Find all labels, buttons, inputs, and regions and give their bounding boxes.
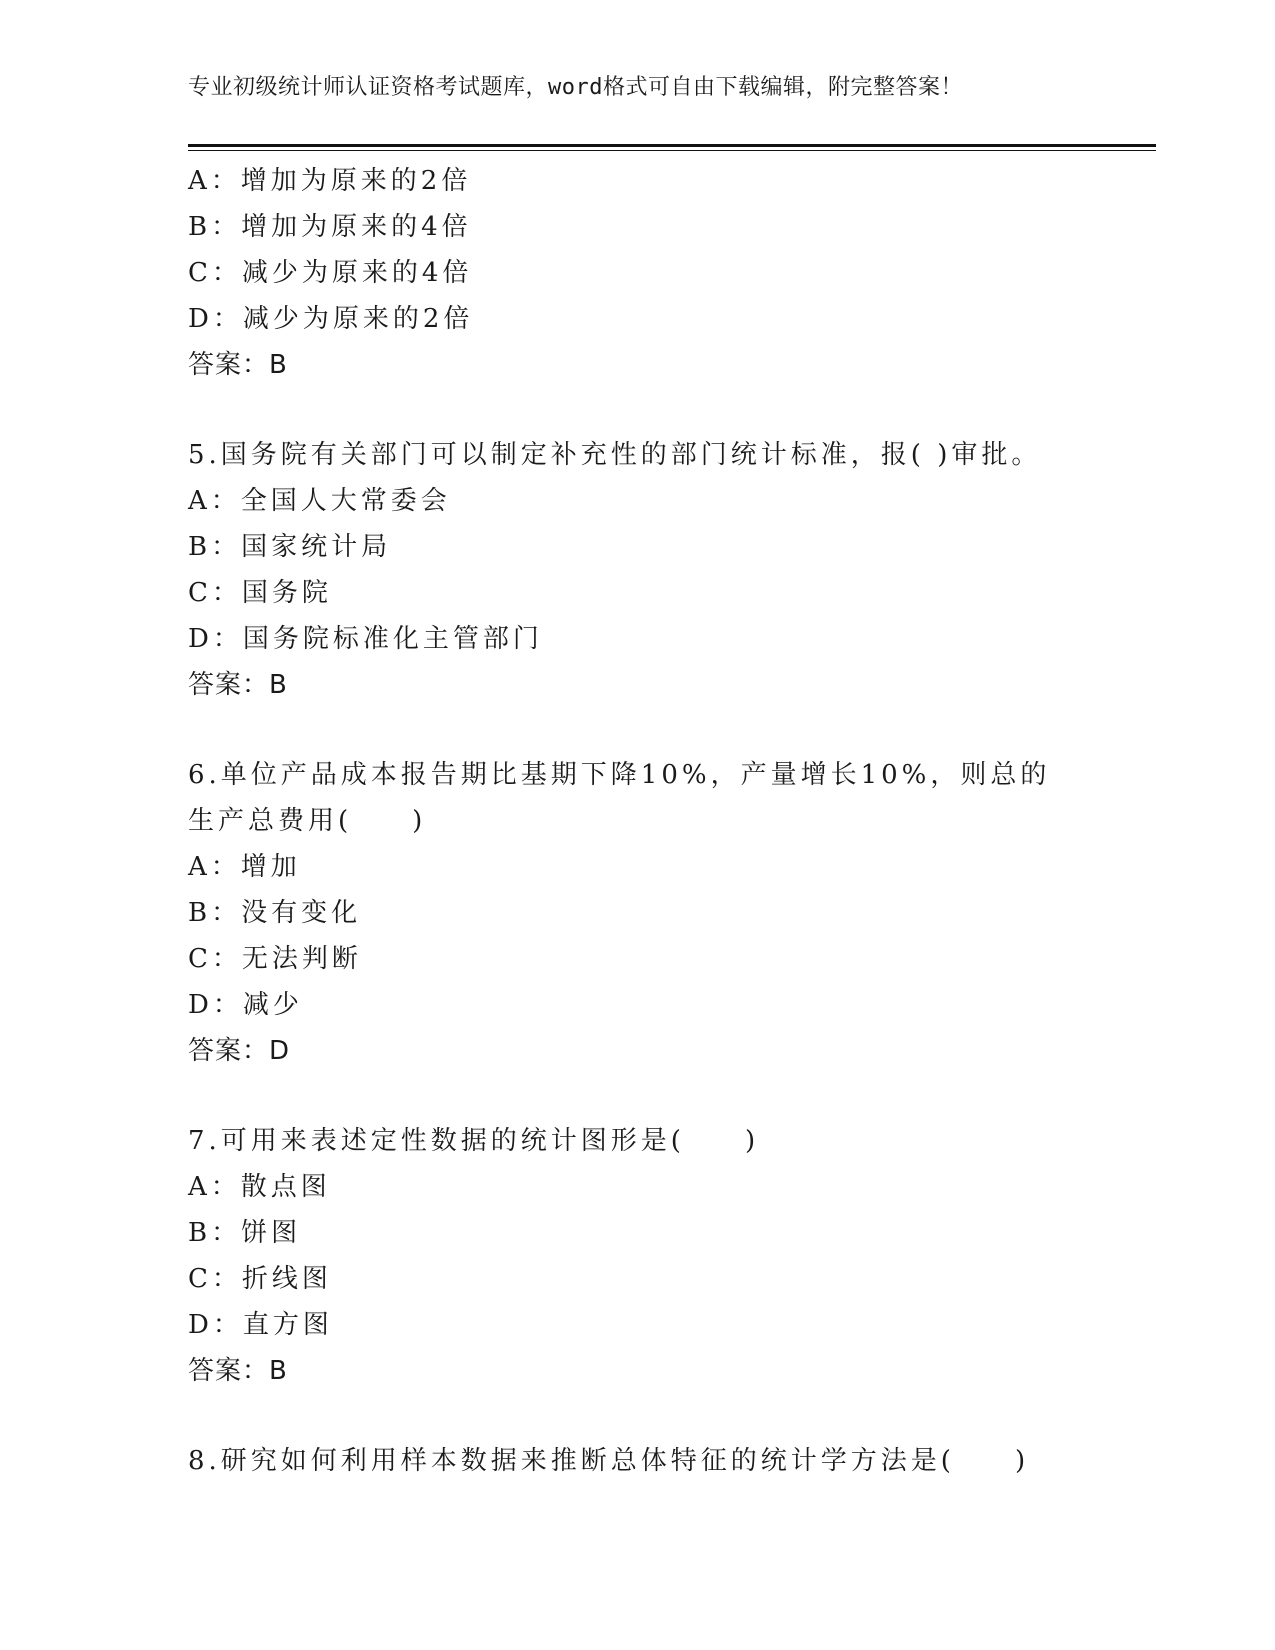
option-b: B：没有变化: [188, 898, 362, 928]
page-header: 专业初级统计师认证资格考试题库，word格式可自由下载编辑，附完整答案！: [188, 75, 963, 100]
option-c: C：折线图: [188, 1264, 332, 1294]
question-block-8: [188, 1438, 1156, 1484]
option-d: D：减少为原来的2倍: [188, 304, 474, 334]
option-d: D：直方图: [188, 1310, 333, 1340]
question-stem: 5.国务院有关部门可以制定补充性的部门统计标准，报( )审批。: [188, 440, 1042, 470]
option-c: C：无法判断: [188, 944, 362, 974]
option-a: A：增加: [188, 852, 301, 882]
question-block-6: [188, 752, 1156, 1074]
question-stem: 6.单位产品成本报告期比基期下降10%，产量增长10%，则总的生产总费用( ): [188, 760, 1051, 836]
option-d: D：国务院标准化主管部门: [188, 624, 543, 654]
option-b: B：增加为原来的4倍: [188, 212, 472, 242]
header-rule-thick: [188, 144, 1156, 147]
answer-line: 答案：D: [188, 1036, 291, 1066]
answer-line: 答案：B: [188, 1356, 288, 1386]
answer-line: 答案：B: [188, 670, 288, 700]
question-stem: 7.可用来表述定性数据的统计图形是( ): [188, 1126, 760, 1156]
option-b: B：饼图: [188, 1218, 302, 1248]
option-d: D：减少: [188, 990, 303, 1020]
question-block-4: [188, 158, 1156, 388]
question-list: [188, 158, 1156, 1484]
option-c: C：国务院: [188, 578, 332, 608]
header-rule-thin: [188, 150, 1156, 151]
question-stem: 8.研究如何利用样本数据来推断总体特征的统计学方法是( ): [188, 1446, 1030, 1476]
option-c: C：减少为原来的4倍: [188, 258, 473, 288]
question-block-5: [188, 432, 1156, 708]
option-a: A：全国人大常委会: [188, 486, 451, 516]
answer-line: 答案：B: [188, 350, 288, 380]
option-b: B：国家统计局: [188, 532, 392, 562]
option-a: A：增加为原来的2倍: [188, 166, 472, 196]
question-block-7: [188, 1118, 1156, 1394]
option-a: A：散点图: [188, 1172, 331, 1202]
